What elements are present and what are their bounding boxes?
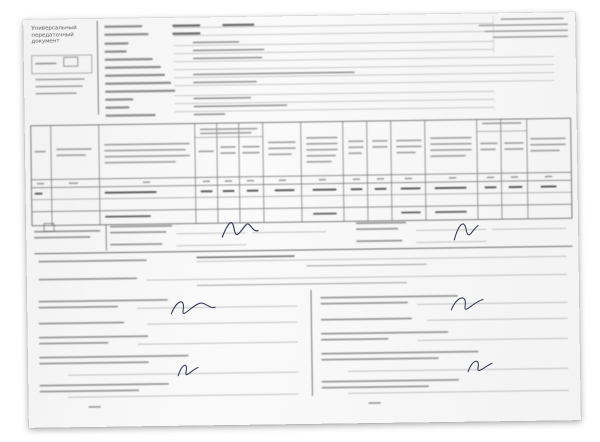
lower-section (39, 252, 569, 407)
document-title-line-1: Универсальный (31, 25, 77, 32)
document-form-drawing (23, 12, 581, 428)
signature-scribble-icon (178, 365, 198, 376)
header-divider (97, 21, 98, 115)
signature-scribble-icon (454, 224, 478, 240)
document-title-line-2: передаточный (31, 31, 74, 39)
document-paper (23, 12, 581, 428)
status-box (32, 55, 92, 74)
status-value-box (64, 57, 78, 66)
signature-scribble-icon (222, 222, 258, 237)
document-title-line-3: документ (31, 38, 60, 45)
signature-scribble-icon (468, 361, 492, 372)
goods-table-total-row (106, 212, 466, 217)
goods-table-columns (51, 119, 528, 226)
goods-table (31, 118, 572, 226)
